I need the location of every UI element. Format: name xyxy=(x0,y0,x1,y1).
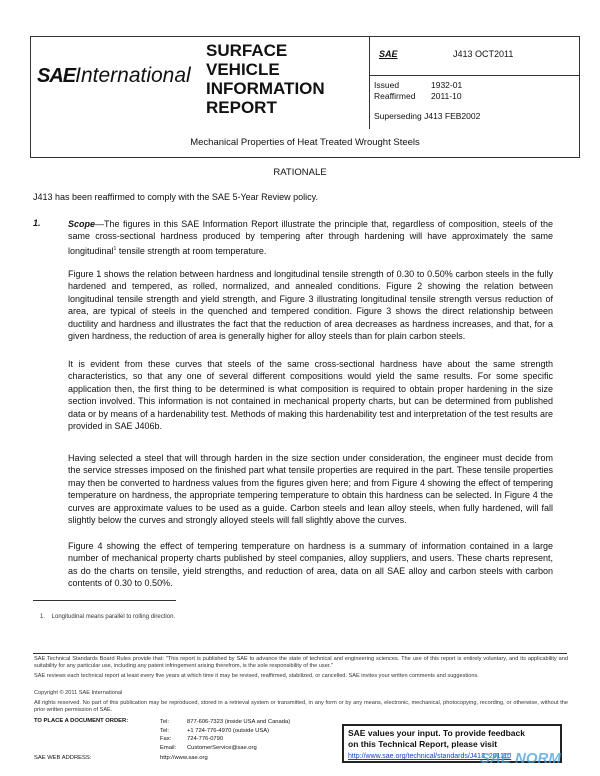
body-paragraph: Figure 4 showing the effect of tempering temperature on hardness is a summary of information contained in a large number of mechanical property charts published by steel companies, alloy suppliers, and users. These charts represent, as do the charts on tensile, yield strengths, and reduction of area, data on all SAE alloy and carbon steels with carbon contents of 0.30 to 0.50%. xyxy=(68,541,553,589)
contact-value: +1 724-776-4970 (outside USA) xyxy=(187,727,270,734)
feedback-link[interactable]: http://www.sae.org/technical/standards/J413_201110 xyxy=(348,753,512,760)
sae-international-logo xyxy=(37,64,191,88)
contact-label: Email: xyxy=(160,744,177,751)
report-type-line: REPORT xyxy=(206,98,277,117)
report-type-line: VEHICLE xyxy=(206,60,280,79)
superseding: Superseding J413 FEB2002 xyxy=(374,111,481,121)
logo-brand: SAE xyxy=(37,65,76,87)
contact-value: CustomerService@sae.org xyxy=(187,744,257,751)
contact-label: Tel: xyxy=(160,727,170,734)
contact-value: 877-606-7323 (inside USA and Canada) xyxy=(187,719,291,725)
contact-list xyxy=(160,718,290,752)
document-header xyxy=(30,36,580,158)
sae-small-logo: SAE xyxy=(379,49,398,59)
divider xyxy=(369,75,580,76)
report-type-title xyxy=(206,41,325,117)
report-type-line: SURFACE xyxy=(206,41,288,60)
footer-rights: All rights reserved. No part of this publication may be reproduced, stored in a retrieval system or transmitted, in any form or by any means, electronic, mechanical, photocopying, recording, or otherwise, without the prior written permission of SAE. xyxy=(34,700,568,714)
scope-paragraph xyxy=(68,218,553,257)
footer-rule xyxy=(33,653,567,654)
report-type-line: INFORMATION xyxy=(206,79,325,98)
document-subject: Mechanical Properties of Heat Treated Wrought Steels xyxy=(190,137,420,148)
order-label: TO PLACE A DOCUMENT ORDER: xyxy=(34,718,129,724)
watermark-logo: SAE NORM xyxy=(480,750,561,767)
contact-label: Tel: xyxy=(160,719,170,725)
reaffirmed-label: Reaffirmed xyxy=(374,91,416,101)
scope-text: tensile strength at room temperature. xyxy=(116,245,267,256)
section-number: 1. xyxy=(33,218,41,228)
web-address-link[interactable]: http://www.sae.org xyxy=(160,755,208,761)
scope-text: —The figures in this SAE Information Report illustrate the principle that, regardless of composition, steels of the same cross-sectional hardness produced by tempering after through hardening will have approximately the same longitudinal xyxy=(68,219,553,256)
contact-value: 724-776-0790 xyxy=(187,736,224,743)
footnote-ref: 1 xyxy=(113,245,117,252)
feedback-text: on this Technical Report, please visit xyxy=(348,739,498,749)
reaffirmed-value: 2011-10 xyxy=(431,91,462,101)
contact-label: Fax: xyxy=(160,736,172,743)
body-paragraph: It is evident from these curves that steels of the same cross-sectional hardness have about the same strength characteristics, so that any one of several different compositions would yield the same results. For some specific application then, the first thing to be determined is what composition is required to obtain proper hardening in the size section involved. This information is not contained in mechanical property charts, but can be determined from published data or by means of a hardenability test. Methods of making this hardenability test and interpretation of the test results are provided in SAE J406b. xyxy=(68,359,553,432)
footer-copyright: Copyright © 2011 SAE International xyxy=(34,690,123,696)
divider xyxy=(369,37,370,129)
logo-text: International xyxy=(75,64,191,87)
document-number: J413 OCT2011 xyxy=(453,49,514,59)
scope-title: Scope xyxy=(68,219,96,229)
feedback-text: SAE values your input. To provide feedback xyxy=(348,728,525,738)
footnote: 1. Longitudinal means parallel to rolling direction. xyxy=(40,614,176,620)
footer-review: SAE reviews each technical report at least every five years at which time it may be revised, reaffirmed, stabilized, or cancelled. SAE invites your written comments and suggestions. xyxy=(34,673,479,679)
body-paragraph: Figure 1 shows the relation between hardness and longitudinal tensile strength of 0.30 to 0.50% carbon steels in the fully hardened and tempered, as rolled, normalized, and annealed conditions. Figure 2 showing the relation between longitudinal tensile strength and yield strength, and Figure 3 illustrating longitudinal tensile strength versus reduction of area, are typical of steels in the quenched and tempered condition. Figure 3 shows the direct relationship between ductility and hardness and illustrates the fact that the reduction of area decreases as hardness increases, and that, for a given hardness, the reduction of area is generally higher for alloy steels than for plain carbon steels. xyxy=(68,269,553,342)
issued-label: Issued xyxy=(374,80,400,90)
footnote-rule xyxy=(33,600,176,601)
footer-rules: SAE Technical Standards Board Rules provide that: "This report is published by SAE to advance the state of technical and engineering sciences. The use of this report is entirely voluntary, and its applicability and suitability for any particular use, including any patent infringement arising therefrom, is the sole responsibility of the user." xyxy=(34,656,568,670)
body-paragraph: Having selected a steel that will through harden in the size section under consideration, the engineer must decide from the service stresses imposed on the finished part what tensile properties are required in the part. These tensile properties may then be converted to hardness values from the figures given here; and from Figure 4 showing the effect of tempering temperature on hardness, the appropriate tempering temperature to obtain this hardness can be selected. In Figure 4 the curves are approximate values to be used as a guide. Carbon steels and lean alloy steels, when fully hardened, will fall slightly below the curves and strongly alloyed steels will fall slightly above the curves. xyxy=(68,453,553,526)
rationale-text: J413 has been reaffirmed to comply with the SAE 5-Year Review policy. xyxy=(33,192,318,202)
rationale-heading: RATIONALE xyxy=(273,167,327,178)
web-address-label: SAE WEB ADDRESS: xyxy=(34,755,92,761)
issued-value: 1932-01 xyxy=(431,80,463,90)
